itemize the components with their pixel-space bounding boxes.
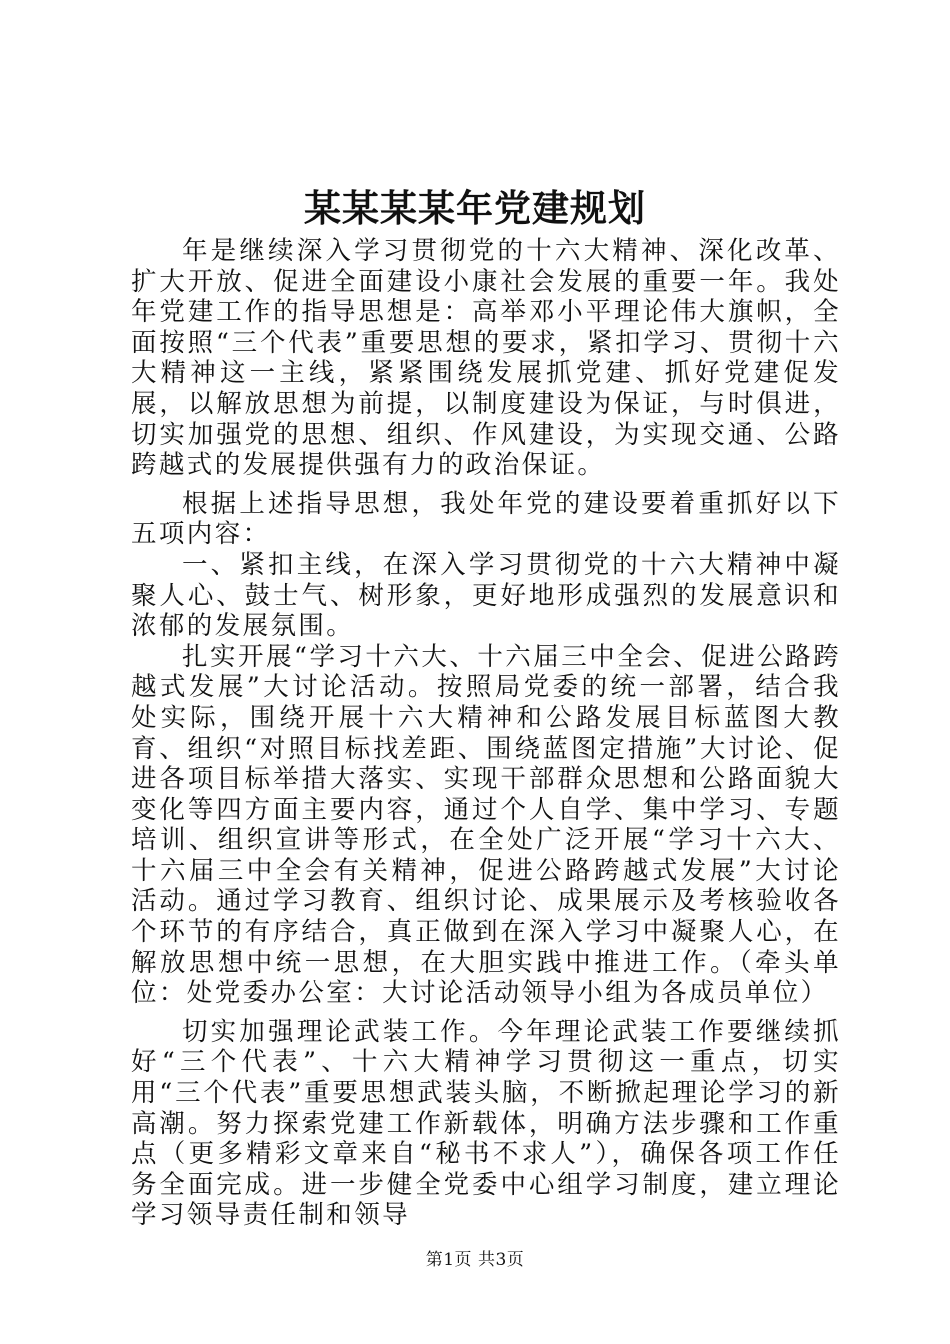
paragraph-five-items-intro: 根据上述指导思想，我处年党的建设要着重抓好以下五项内容： [131,488,841,550]
paragraph-discussion-activity: 扎实开展“学习十六大、十六届三中全会、促进公路跨越式发展”大讨论活动。按照局党委的统一部署，结合我处实际，围绕开展十六大精神和公路发展目标蓝图大教育、组织“对照目标找差距、围绕蓝图定措施”大讨论、促进各项目标举措大落实、实现干部群众思想和公路面貌大变化等四方面主要内容，通过个人自学、集中学习、专题培训、组织宣讲等形式，在全处广泛开展“学习十六大、十六届三中全会有关精神，促进公路跨越式发展”大讨论活动。通过学习教育、组织讨论、成果展示及考核验收各个环节的有序结合，真正做到在深入学习中凝聚人心，在解放思想中统一思想，在大胆实践中推进工作。（牵头单位：处党委办公室：大讨论活动领导小组为各成员单位） [131,641,841,1009]
paragraph-theory-work: 切实加强理论武装工作。今年理论武装工作要继续抓好“三个代表”、十六大精神学习贯彻这一重点，切实用“三个代表”重要思想武装头脑，不断掀起理论学习的新高潮。努力探索党建工作新载体，明确方法步骤和工作重点（更多精彩文章来自“秘书不求人”），确保各项工作任务全面完成。进一步健全党委中心组学习制度，建立理论学习领导责任制和领导 [131,1016,841,1231]
document-title: 某某某某年党建规划 [304,186,646,230]
document-body [131,236,841,1231]
paragraph-guiding-thought: 年是继续深入学习贯彻党的十六大精神、深化改革、扩大开放、促进全面建设小康社会发展的重要一年。我处年党建工作的指导思想是：高举邓小平理论伟大旗帜，全面按照“三个代表”重要思想的要求，紧扣学习、贯彻十六大精神这一主线，紧紧围绕发展抓党建、抓好党建促发展，以解放思想为前提，以制度建设为保证，与时俱进，切实加强党的思想、组织、作风建设，为实现交通、公路跨越式的发展提供强有力的政治保证。 [131,236,841,481]
page-number-footer: 第1页 共3页 [425,1250,525,1270]
paragraph-section-one-heading: 一、紧扣主线，在深入学习贯彻党的十六大精神中凝聚人心、鼓士气、树形象，更好地形成强烈的发展意识和浓郁的发展氛围。 [131,549,841,642]
